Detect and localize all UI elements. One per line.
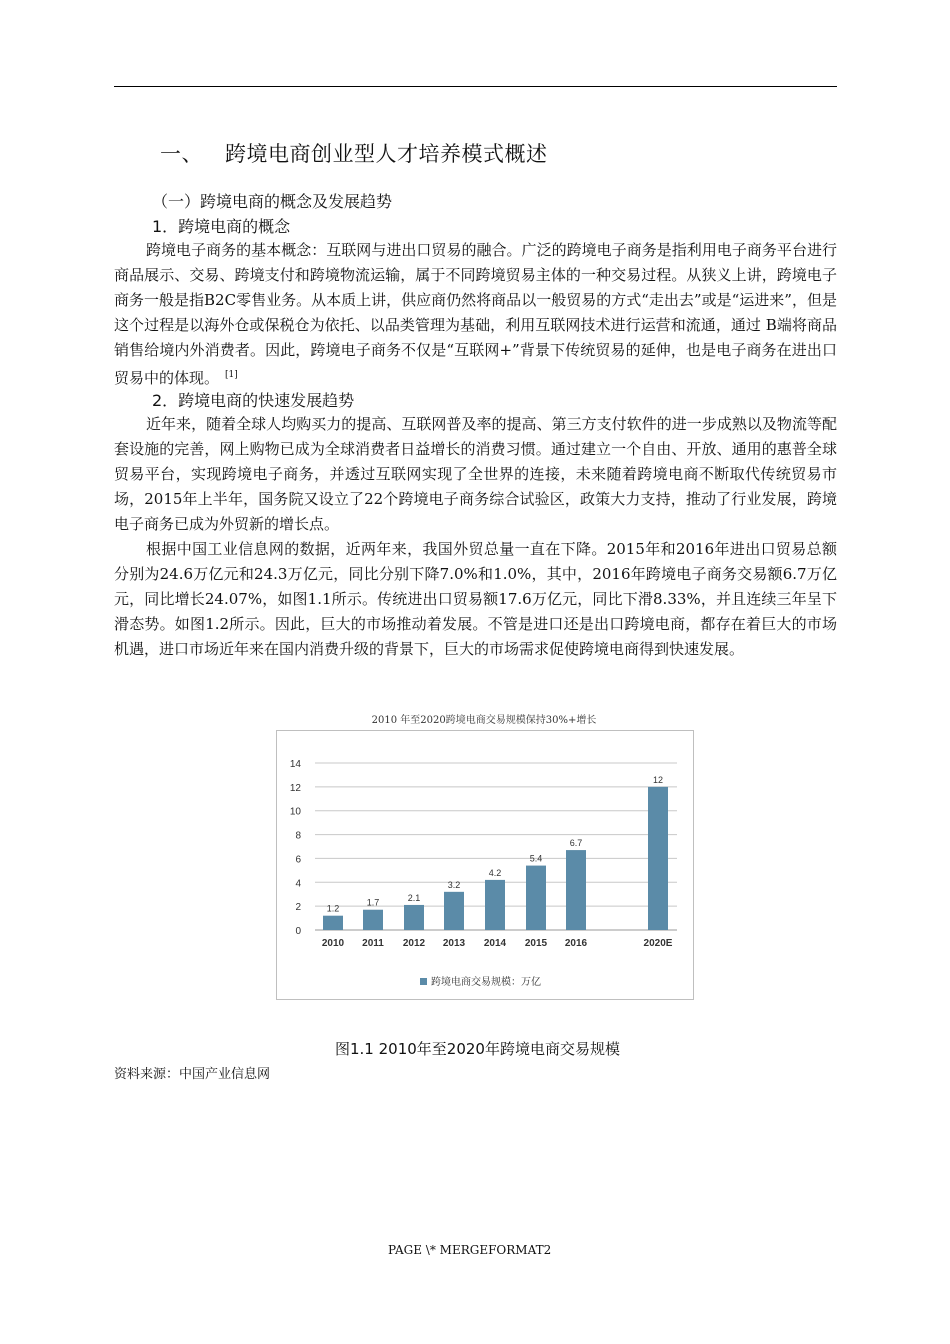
sub1-paragraph-text: 跨境电子商务的基本概念：互联网与进出口贸易的融合。广泛的跨境电子商务是指利用电子商务平台进行商品展示、交易、跨境支付和跨境物流运输，属于不同跨境贸易主体的一种交易过程。从狭义上讲，跨境电子商务一般是指B2C零售业务。从本质上讲，供应商仍然将商品以一般贸易的方式“走出去”或是“运进来”，但是这个过程是以海外仓或保税仓为依托、以品类管理为基础，利用互联网技术进行运营和流通，通过 B端将商品销售给境内外消费者。因此，跨境电子商务不仅是“互联网+”背景下传统贸易的延伸，也是电子商务在进出口贸易中的体现。: [114, 241, 837, 387]
x-tick-label: 2013: [442, 938, 466, 949]
page-footer: PAGE \* MERGEFORMAT2: [388, 1243, 552, 1257]
header-rule: [114, 86, 837, 87]
bar: [526, 866, 546, 930]
bar-chart: [276, 730, 694, 1000]
x-tick-label: 2010: [321, 938, 345, 949]
data-label: 1.7: [366, 897, 380, 908]
data-label: 12: [652, 774, 664, 785]
section-heading: [160, 138, 548, 168]
data-label: 6.7: [569, 838, 583, 849]
y-tick-label: 2: [295, 902, 301, 914]
x-tick-label: 2016: [564, 938, 588, 949]
y-tick-label: 10: [289, 806, 301, 818]
citation-marker: [1]: [225, 370, 238, 380]
sub2-paragraph-1: 近年来，随着全球人均购买力的提高、互联网普及率的提高、第三方支付软件的进一步成熟以及物流等配套设施的完善，网上购物已成为全球消费者日益增长的消费习惯。通过建立一个自由、开放、通用的惠普全球贸易平台，实现跨境电子商务，并透过互联网实现了全世界的连接，未来随着跨境电商不断取代传统贸易市场，2015年上半年，国务院又设立了22个跨境电子商务综合试验区，政策大力支持，推动了行业发展，跨境电子商务已成为外贸新的增长点。: [114, 415, 837, 533]
x-tick-label: 2011: [362, 938, 384, 949]
section-title: 跨境电商创业型人才培养模式概述: [225, 142, 548, 166]
legend-swatch: [420, 978, 427, 985]
bar: [485, 880, 505, 930]
bar: [404, 905, 424, 930]
chart-title: 2010 年至2020跨境电商交易规模保持30%+增长: [371, 715, 597, 726]
y-tick-label: 12: [289, 782, 301, 794]
subsection-heading: （一）跨境电商的概念及发展趋势: [152, 192, 393, 211]
bar: [323, 916, 343, 930]
y-tick-label: 14: [289, 759, 301, 770]
data-label: 3.2: [447, 879, 461, 890]
sub1-heading: 1．跨境电商的概念: [152, 217, 291, 236]
sub2-paragraph-2: 根据中国工业信息网的数据，近两年来，我国外贸总量一直在下降。2015年和2016年进出口贸易总额分别为24.6万亿元和24.3万亿元，同比分别下降7.0%和1.0%，其中，2016年跨境电子商务交易额6.7万亿元，同比增长24.07%，如图1.1所示。传统进出口贸易额17.6万亿元，同比下滑8.33%，并且连续三年呈下滑态势。如图1.2所示。因此，巨大的市场推动着发展。不管是进口还是出口跨境电商，都存在着巨大的市场机遇，进口市场近年来在国内消费升级的背景下，巨大的市场需求促使跨境电商得到快速发展。: [114, 540, 837, 658]
figure-caption: 图1.1 2010年至2020年跨境电商交易规模: [335, 1040, 620, 1058]
figure-source: 资料来源：中国产业信息网: [114, 1067, 271, 1082]
chart-canvas: [277, 731, 693, 999]
x-tick-label: 2015: [524, 938, 548, 949]
sub1-paragraph: [114, 238, 837, 391]
y-tick-label: 4: [295, 878, 301, 890]
bar: [648, 787, 668, 930]
x-tick-label: 2020E: [643, 938, 673, 949]
y-tick-label: 0: [295, 926, 301, 937]
section-number: 一、: [160, 142, 203, 166]
legend-label: 跨境电商交易规模：万亿: [431, 977, 541, 988]
bar: [444, 892, 464, 930]
data-label: 4.2: [488, 867, 502, 878]
sub2-heading: 2．跨境电商的快速发展趋势: [152, 391, 355, 410]
bar: [566, 850, 586, 930]
x-tick-label: 2014: [483, 938, 507, 949]
bar: [363, 910, 383, 930]
y-tick-label: 8: [295, 830, 301, 842]
x-tick-label: 2012: [402, 938, 426, 949]
data-label: 5.4: [529, 853, 543, 864]
y-tick-label: 6: [295, 854, 301, 866]
data-label: 2.1: [407, 892, 421, 903]
data-label: 1.2: [326, 903, 340, 914]
